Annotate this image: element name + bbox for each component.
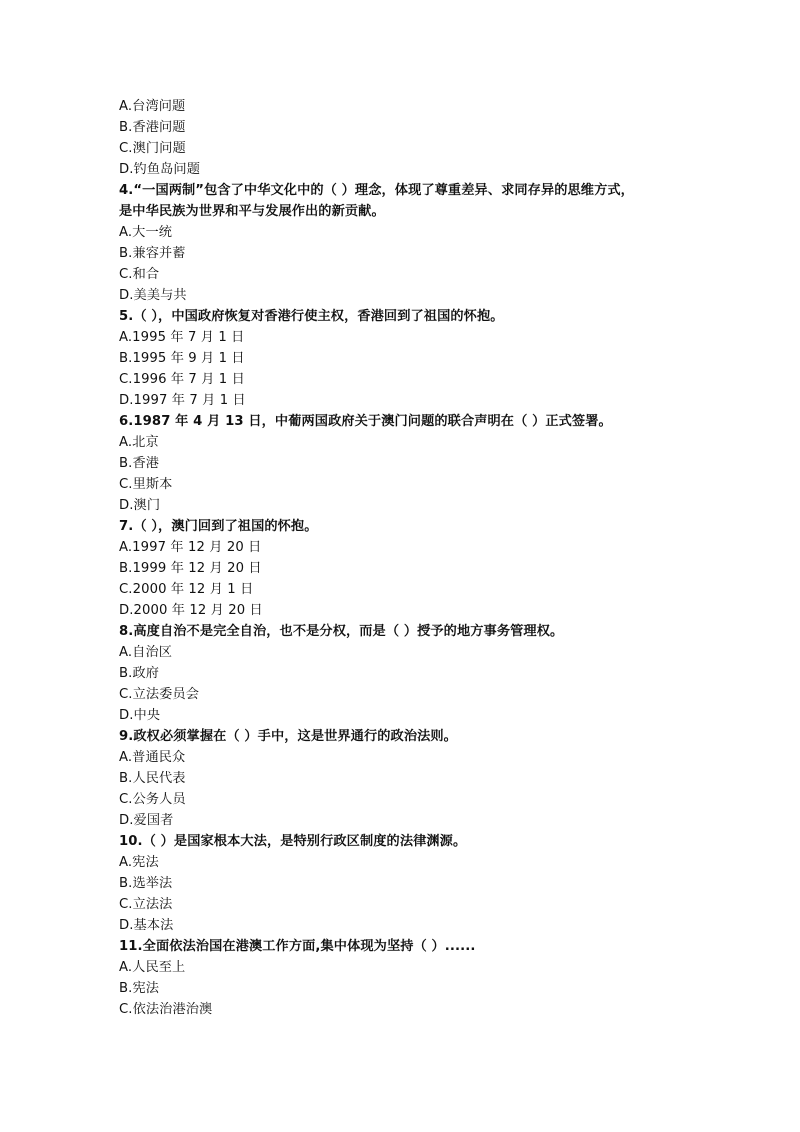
answer-option: D.基本法 [119, 918, 174, 933]
answer-option: C.1996 年 7 月 1 日 [119, 372, 245, 387]
answer-option: A.自治区 [119, 645, 173, 660]
answer-option: D.美美与共 [119, 288, 187, 303]
answer-option: A.台湾问题 [119, 99, 186, 114]
question-text: 10.（ ）是国家根本大法，是特别行政区制度的法律渊源。 [119, 834, 467, 849]
question-text: 11.全面依法治国在港澳工作方面,集中体现为坚持（ ）...... [119, 939, 476, 954]
answer-option: C.立法法 [119, 897, 173, 912]
answer-option: B.香港问题 [119, 120, 186, 135]
answer-option: C.公务人员 [119, 792, 186, 807]
answer-option: A.宪法 [119, 855, 159, 870]
question-text: 5.（ ），中国政府恢复对香港行使主权，香港回到了祖国的怀抱。 [119, 309, 504, 324]
answer-option: B.人民代表 [119, 771, 186, 786]
answer-option: B.选举法 [119, 876, 173, 891]
answer-option: A.大一统 [119, 225, 173, 240]
answer-option: B.政府 [119, 666, 160, 681]
question-text: 9.政权必须掌握在（ ）手中，这是世界通行的政治法则。 [119, 729, 457, 744]
answer-option: D.2000 年 12 月 20 日 [119, 603, 263, 618]
question-text: 6.1987 年 4 月 13 日，中葡两国政府关于澳门问题的联合声明在（ ）正式签署。 [119, 414, 612, 429]
answer-option: D.澳门 [119, 498, 161, 513]
answer-option: C.澳门问题 [119, 141, 186, 156]
answer-option: A.1997 年 12 月 20 日 [119, 540, 262, 555]
answer-option: C.依法治港治澳 [119, 1002, 213, 1017]
answer-option: C.和合 [119, 267, 160, 282]
answer-option: C.2000 年 12 月 1 日 [119, 582, 254, 597]
answer-option: B.香港 [119, 456, 160, 471]
answer-option: B.兼容并蓄 [119, 246, 186, 261]
answer-option: B.宪法 [119, 981, 160, 996]
answer-option: C.里斯本 [119, 477, 173, 492]
answer-option: B.1995 年 9 月 1 日 [119, 351, 245, 366]
answer-option: A.北京 [119, 435, 159, 450]
answer-option: A.人民至上 [119, 960, 186, 975]
answer-option: D.1997 年 7 月 1 日 [119, 393, 246, 408]
answer-option: A.1995 年 7 月 1 日 [119, 330, 245, 345]
question-text: 是中华民族为世界和平与发展作出的新贡献。 [119, 204, 385, 219]
answer-option: D.爱国者 [119, 813, 174, 828]
document-page [119, 96, 739, 1020]
question-text: 4.“一国两制”包含了中华文化中的（ ）理念，体现了尊重差异、求同存异的思维方式， [119, 183, 634, 198]
answer-option: C.立法委员会 [119, 687, 200, 702]
question-text: 8.高度自治不是完全自治，也不是分权，而是（ ）授予的地方事务管理权。 [119, 624, 564, 639]
answer-option: A.普通民众 [119, 750, 186, 765]
answer-option: B.1999 年 12 月 20 日 [119, 561, 262, 576]
answer-option: D.中央 [119, 708, 161, 723]
answer-option: D.钓鱼岛问题 [119, 162, 200, 177]
question-text: 7.（ ），澳门回到了祖国的怀抱。 [119, 519, 318, 534]
